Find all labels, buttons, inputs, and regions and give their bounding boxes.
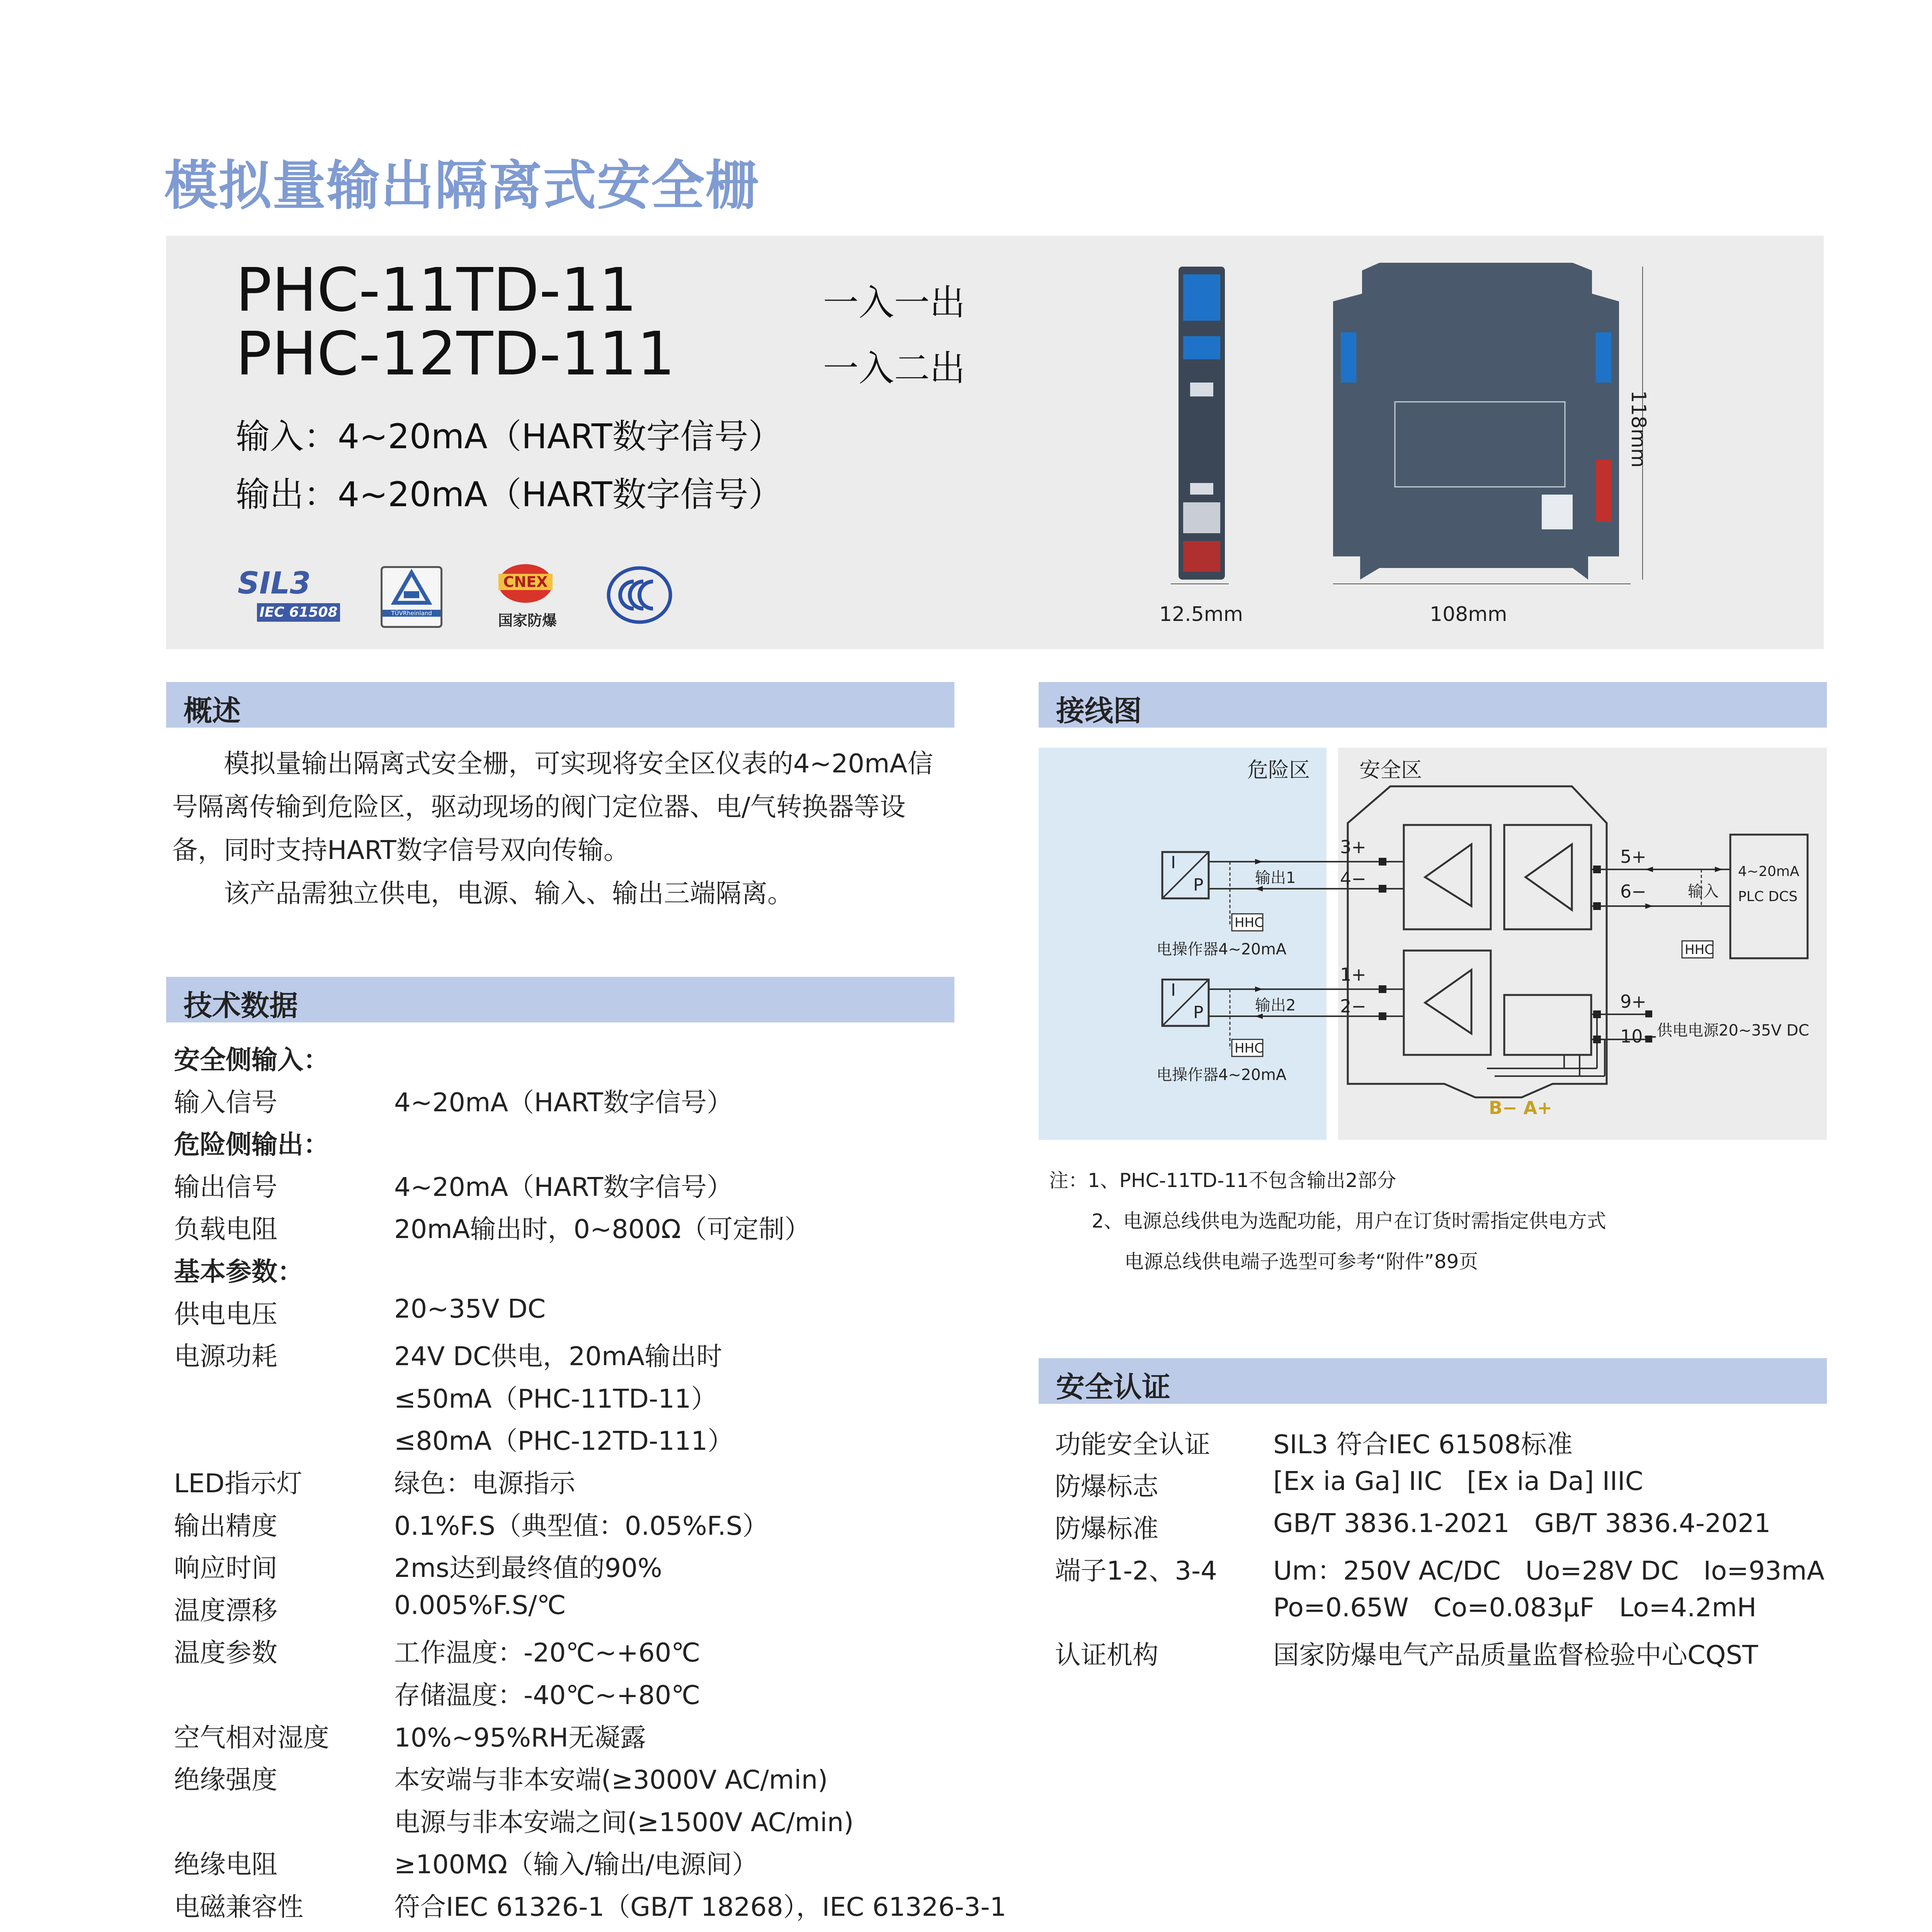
dimension-width-large: 108mm xyxy=(1430,603,1507,626)
tech-row-label: 输出精度 xyxy=(174,1511,277,1541)
tech-row-value: 本安端与非本安端(≥3000V AC/min) xyxy=(394,1765,828,1795)
tech-title: 技术数据 xyxy=(184,989,298,1022)
tech-row-value: 0.005%F.S/℃ xyxy=(394,1590,566,1620)
bus-label: B− A+ xyxy=(1489,1097,1552,1118)
tech-row-value: 4~20mA（HART数字信号） xyxy=(394,1087,733,1117)
tech-section-bar xyxy=(166,977,954,1022)
zone-safe-label: 安全区 xyxy=(1359,758,1422,782)
actuator2-label: 电操作器4~20mA xyxy=(1156,1066,1287,1084)
dim-line-12 xyxy=(1171,583,1229,584)
safety-row-value: Um：250V AC/DC Uo=28V DC Io=93mA xyxy=(1273,1556,1825,1586)
tech-row-label: 负载电阻 xyxy=(174,1214,277,1244)
safety-row-value: SIL3 符合IEC 61508标准 xyxy=(1273,1429,1573,1459)
sil3-badge: SIL3 IEC 61508 xyxy=(234,566,342,624)
ip-p-label-1: P xyxy=(1193,875,1204,895)
tech-row-value: ≤50mA（PHC-11TD-11） xyxy=(394,1384,717,1414)
tech-row-label xyxy=(174,1929,355,1932)
tech-row-label: 安全侧输入： xyxy=(174,1045,329,1075)
power-supply-label: 供电电源20~35V DC xyxy=(1657,1022,1810,1039)
model-name-2: PHC-12TD-111 xyxy=(236,319,675,389)
ip-i-label-1: I xyxy=(1171,853,1176,872)
hhc-label-2: HHC xyxy=(1235,1041,1264,1056)
input-spec: 输入：4~20mA（HART数字信号） xyxy=(236,417,782,456)
tech-row-value: ≥100MΩ（输入/输出/电源间） xyxy=(394,1849,758,1879)
tech-row-label: LED指示灯 xyxy=(174,1468,303,1498)
tech-row-label: 温度参数 xyxy=(174,1638,277,1668)
tech-row-value: 0.1%F.S（典型值：0.05%F.S） xyxy=(394,1511,769,1541)
safety-row-value: GB/T 3836.1-2021 GB/T 3836.4-2021 xyxy=(1273,1508,1771,1538)
overview-section-bar xyxy=(166,682,954,728)
model-type-2: 一入二出 xyxy=(823,348,966,389)
tech-row-label: 供电电压 xyxy=(174,1299,277,1329)
tech-row-label: 响应时间 xyxy=(174,1553,277,1583)
input-label: 输入 xyxy=(1688,883,1719,900)
safety-row-label: 功能安全认证 xyxy=(1055,1429,1210,1459)
safety-row-value: Po=0.65W Co=0.083μF Lo=4.2mH xyxy=(1273,1592,1757,1622)
tech-row-label: 电磁兼容性 xyxy=(174,1892,303,1922)
wiring-title: 接线图 xyxy=(1056,694,1142,728)
plc-name-label: PLC DCS xyxy=(1738,889,1798,905)
hhc-label-1: HHC xyxy=(1235,915,1264,930)
tech-row-value: 4~20mA（HART数字信号） xyxy=(394,1172,733,1202)
output2-label: 输出2 xyxy=(1255,997,1296,1014)
safety-row-label: 防爆标准 xyxy=(1055,1514,1158,1544)
tech-row-value: ≤80mA（PHC-12TD-111） xyxy=(394,1426,734,1456)
safety-section-bar xyxy=(1039,1358,1827,1404)
plc-signal-label: 4~20mA xyxy=(1738,864,1799,879)
tech-row-label: 空气相对湿度 xyxy=(174,1723,329,1753)
terminal-6: 6− xyxy=(1620,881,1646,902)
cnex-badge: CNEX 国家防爆 xyxy=(491,564,564,630)
model-name-1: PHC-11TD-11 xyxy=(236,255,637,325)
terminal-4: 4− xyxy=(1340,868,1366,889)
terminal-3: 3+ xyxy=(1340,837,1366,857)
tech-row-value: 10%~95%RH无凝露 xyxy=(394,1723,646,1753)
overview-paragraph-1: 模拟量输出隔离式安全栅，可实现将安全区仪表的4~20mA信号隔离传输到危险区，驱动现场的阀门定位器、电/气转换器等设备，同时支持HART数字信号双向传输。 xyxy=(172,748,934,865)
tuv-logo-badge: TÜVRheinland xyxy=(381,566,442,628)
tech-row-value: 绿色：电源指示 xyxy=(394,1468,575,1498)
overview-title: 概述 xyxy=(184,694,241,728)
ccc-badge xyxy=(607,566,672,624)
terminal-1: 1+ xyxy=(1340,964,1366,985)
tech-row-label: 基本参数： xyxy=(174,1257,303,1287)
tech-row-value: 20mA输出时，0~800Ω（可定制） xyxy=(394,1214,811,1244)
output1-label: 输出1 xyxy=(1255,869,1296,887)
tech-row-value: 工作温度：-20℃~+60℃ xyxy=(394,1638,701,1668)
note-2: 2、电源总线供电为选配功能，用户在订货时需指定供电方式 xyxy=(1092,1210,1606,1232)
wiring-diagram xyxy=(1039,748,1827,1140)
dim-line-108 xyxy=(1333,583,1631,584)
tech-row-value: 24V DC供电，20mA输出时 xyxy=(394,1341,723,1371)
safety-row-value: [Ex ia Ga] IIC [Ex ia Da] IIIC xyxy=(1273,1466,1643,1496)
tech-row-label: 绝缘强度 xyxy=(174,1765,277,1795)
terminal-9: 9+ xyxy=(1620,991,1646,1012)
safety-row-value: 国家防爆电气产品质量监督检验中心CQST xyxy=(1273,1640,1758,1670)
ip-i-label-2: I xyxy=(1171,980,1176,1000)
safety-row-label: 认证机构 xyxy=(1055,1640,1158,1670)
tech-row-value: 符合IEC 61326-1（GB/T 18268），IEC 61326-3-1 xyxy=(394,1892,1007,1922)
tech-row-value xyxy=(394,1929,545,1932)
terminal-5: 5+ xyxy=(1620,846,1646,867)
terminal-2: 2− xyxy=(1340,996,1366,1017)
terminal-10: 10− xyxy=(1620,1026,1658,1047)
wiring-section-bar xyxy=(1039,682,1827,728)
dimension-height: 118mm xyxy=(1627,390,1650,468)
output-spec: 输出：4~20mA（HART数字信号） xyxy=(236,474,782,514)
hhc-label-3: HHC xyxy=(1685,942,1714,957)
tech-row-value: 2ms达到最终值的90% xyxy=(394,1553,662,1583)
tech-row-label: 输出信号 xyxy=(174,1172,277,1202)
tech-row-value: 电源与非本安端之间(≥1500V AC/min) xyxy=(394,1807,854,1837)
tech-row-value: 20~35V DC xyxy=(394,1294,546,1324)
ip-p-label-2: P xyxy=(1193,1003,1204,1022)
page-title: 模拟量输出隔离式安全栅 xyxy=(164,155,760,217)
actuator1-label: 电操作器4~20mA xyxy=(1156,940,1287,958)
tech-row-label: 输入信号 xyxy=(174,1087,277,1117)
safety-row-label: 防爆标志 xyxy=(1055,1471,1158,1502)
device-front-view xyxy=(1179,267,1225,580)
tech-row-value: 存储温度：-40℃~+80℃ xyxy=(394,1680,701,1710)
overview-paragraph-2: 该产品需独立供电，电源、输入、输出三端隔离。 xyxy=(224,878,793,908)
tech-row-label: 温度漂移 xyxy=(174,1595,277,1626)
tech-row-label: 电源功耗 xyxy=(174,1341,277,1371)
tech-row-label: 绝缘电阻 xyxy=(174,1849,277,1879)
note-3: 电源总线供电端子选型可参考“附件”89页 xyxy=(1124,1250,1478,1273)
safety-row-label: 端子1-2、3-4 xyxy=(1055,1556,1217,1586)
note-1: 注：1、PHC-11TD-11不包含输出2部分 xyxy=(1049,1169,1396,1192)
device-side-view xyxy=(1325,263,1627,583)
safety-title: 安全认证 xyxy=(1056,1371,1170,1404)
tech-row-label: 危险侧输出： xyxy=(174,1129,329,1160)
dimension-width-small: 12.5mm xyxy=(1159,603,1243,626)
zone-hazard-label: 危险区 xyxy=(1247,758,1310,782)
model-type-1: 一入一出 xyxy=(823,282,966,323)
